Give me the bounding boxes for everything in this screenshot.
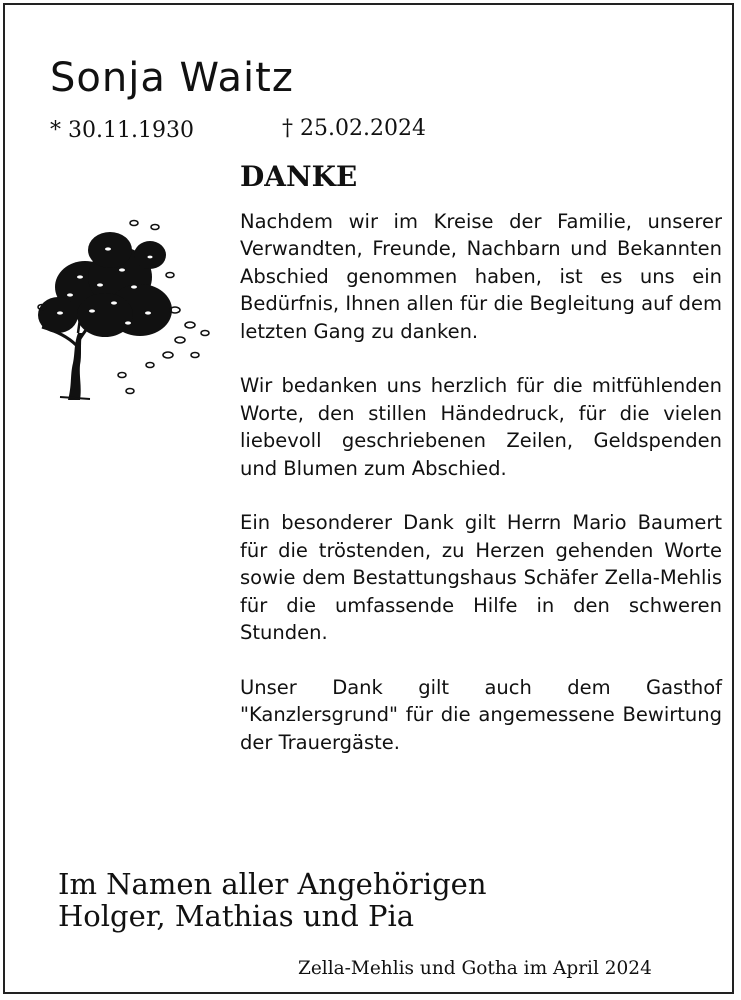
paragraph: Unser Dank gilt auch dem Gasthof "Kanzlersgrund" für die angemessene Bewirtung der Trauergäste. — [240, 675, 722, 754]
place-and-date: Zella-Mehlis und Gotha im April 2024 — [298, 958, 652, 979]
paragraph: Ein besonderer Dank gilt Herrn Mario Baumert für die tröstenden, zu Herzen gehenden Worte sowie dem Bestattungshaus Schäfer Zella-Mehlis für die umfassende Hilfe in den schweren Stunden. — [240, 511, 722, 645]
family-line-2: Holger, Mathias und Pia — [58, 899, 415, 933]
tree-icon — [30, 215, 220, 410]
paragraph: Nachdem wir im Kreise der Familie, unserer Verwandten, Freunde, Nachbarn und Bekannten Abschied genommen haben, ist es uns ein Bedürfnis, Ihnen allen für die Begleitung auf dem letzten Gang zu danken. — [240, 210, 722, 343]
paragraph: Wir bedanken uns herzlich für die mitfühlenden Worte, den stillen Händedruck, für die vielen liebevoll geschriebenen Zeilen, Geldspenden und Blumen zum Abschied. — [240, 374, 722, 480]
thanks-body — [240, 208, 722, 756]
family-line-1: Im Namen aller Angehörigen — [58, 867, 487, 901]
deceased-name: Sonja Waitz — [50, 55, 294, 101]
birth-date: * 30.11.1930 — [50, 118, 194, 143]
death-date: † 25.02.2024 — [282, 116, 426, 141]
thanks-heading: DANKE — [240, 160, 358, 193]
family-signature — [58, 868, 487, 932]
